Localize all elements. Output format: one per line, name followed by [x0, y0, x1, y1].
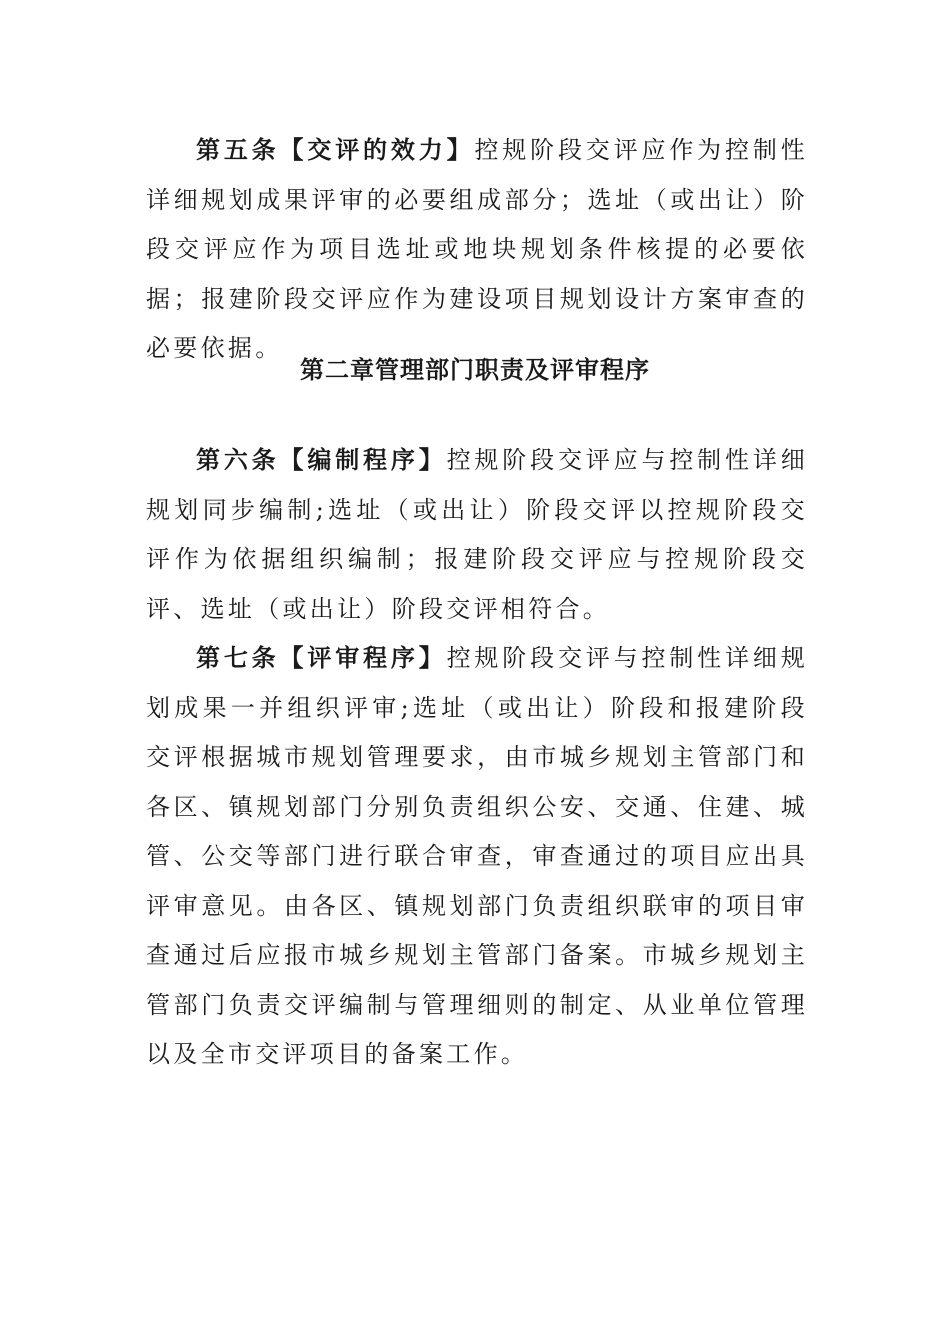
article-6-heading: 第六条【编制程序】: [196, 446, 447, 474]
article-5-body: 控规阶段交评应作为控制性详细规划成果评审的必要组成部分；选址（或出让）阶段交评应作为项目选址或地块规划条件核提的必要依据；报建阶段交评应作为建设项目规划设计方案审查的必要依据。: [146, 136, 809, 362]
article-5-heading: 第五条【交评的效力】: [196, 136, 475, 164]
article-7-paragraph: [146, 634, 808, 1080]
article-6-paragraph: [146, 436, 808, 634]
chapter-2-title: 第二章管理部门职责及评审程序: [300, 356, 650, 384]
article-6-body: 控规阶段交评应与控制性详细规划同步编制;选址（或出让）阶段交评以控规阶段交评作为依据组织编制；报建阶段交评应与控规阶段交评、选址（或出让）阶段交评相符合。: [146, 446, 809, 623]
article-7-heading: 第七条【评审程序】: [196, 644, 447, 672]
article-7-body: 控规阶段交评与控制性详细规划成果一并组织评审;选址（或出让）阶段和报建阶段交评根据城市规划管理要求，由市城乡规划主管部门和各区、镇规划部门分别负责组织公安、交通、住建、城管、公交等部门进行联合审查，审查通过的项目应出具评审意见。由各区、镇规划部门负责组织联审的项目审查通过后应报市城乡规划主管部门备案。市城乡规划主管部门负责交评编制与管理细则的制定、从业单位管理以及全市交评项目的备案工作。: [146, 644, 809, 1068]
article-5-paragraph: [146, 126, 808, 374]
